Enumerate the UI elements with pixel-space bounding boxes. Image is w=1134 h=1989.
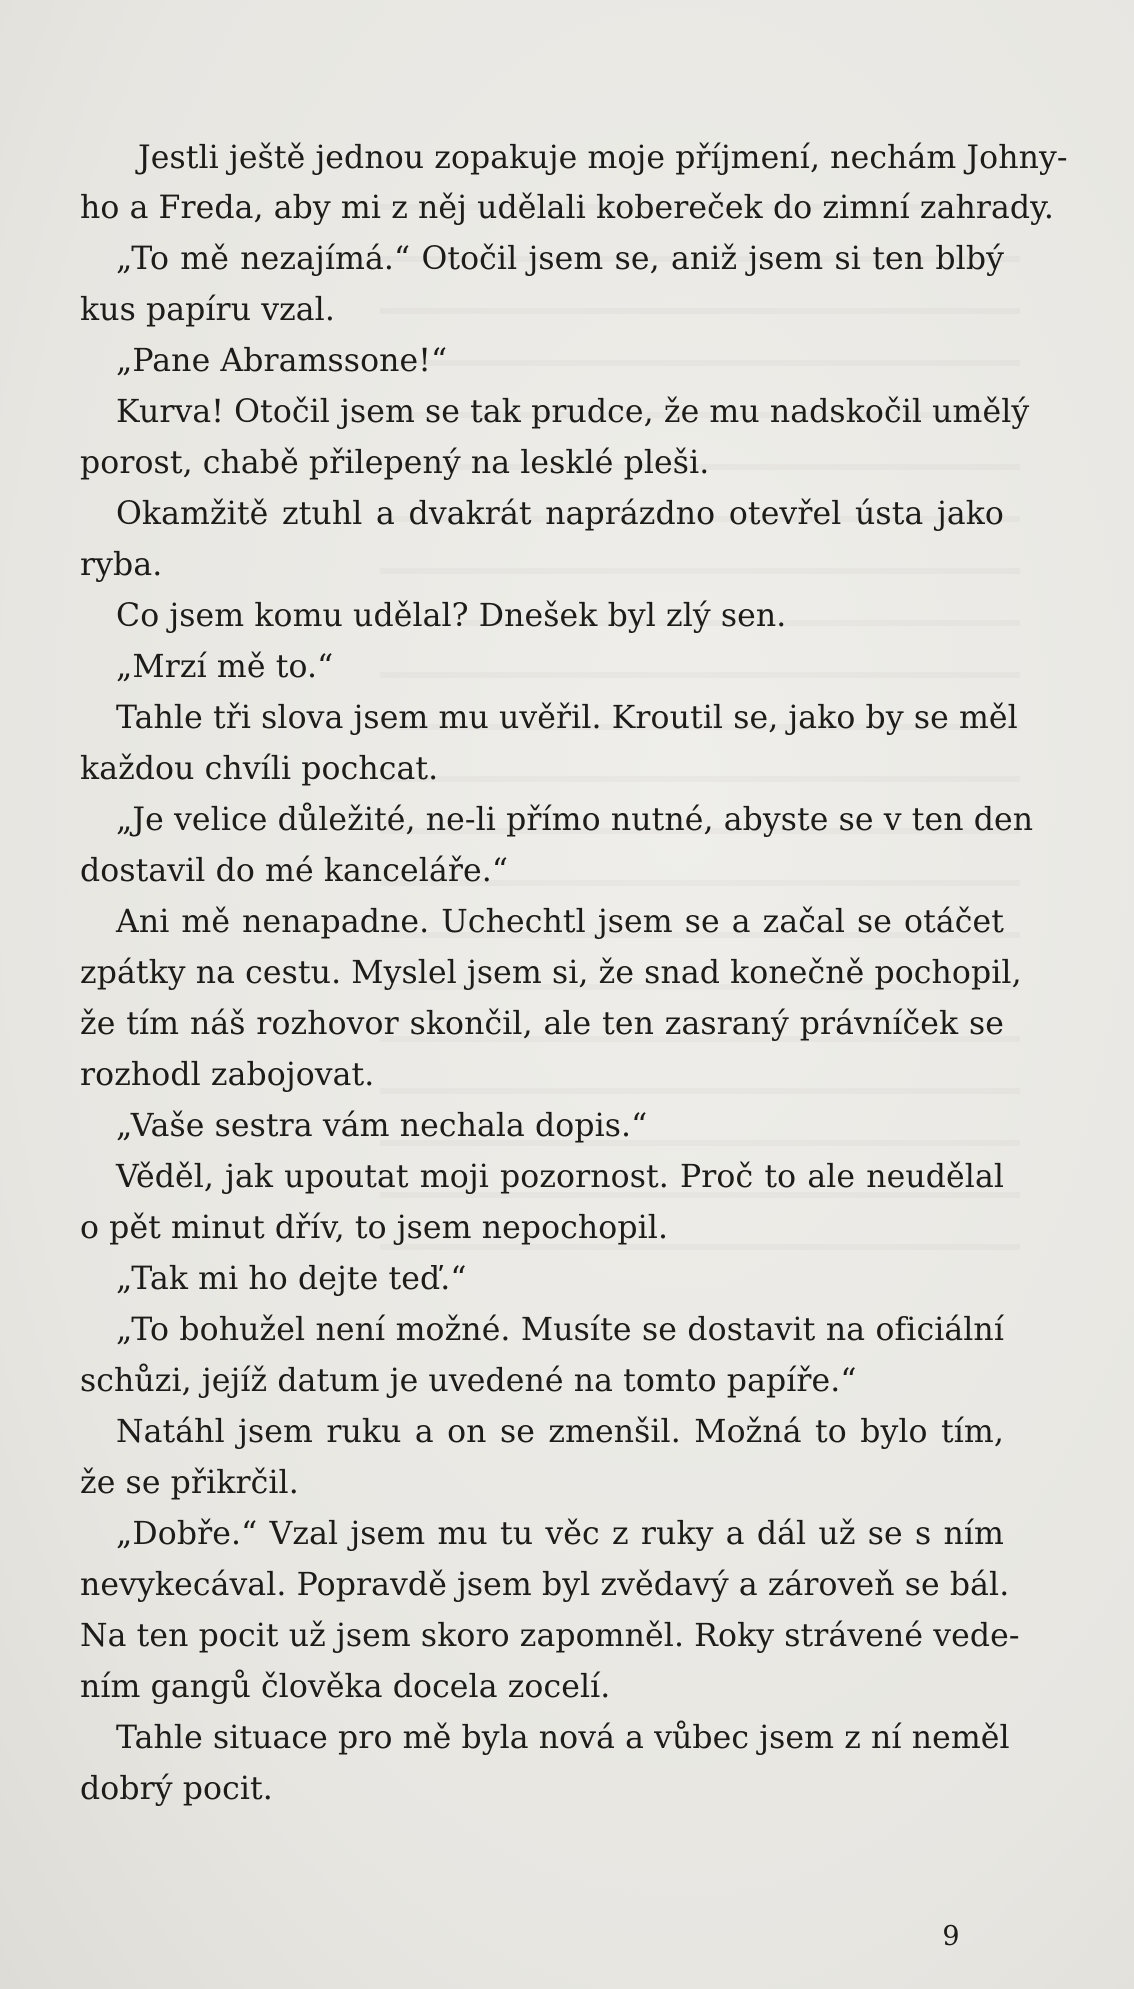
text-line: schůzi, jejíž datum je uvedené na tomto papíře.“ <box>80 1363 857 1399</box>
text-line: „Tak mi ho dejte teď.“ <box>116 1261 467 1297</box>
text-line: Ani mě nenapadne. Uchechtl jsem se a začal se otáčet <box>116 904 1004 940</box>
text-line: každou chvíli pochcat. <box>80 751 439 787</box>
text-line: Jestli ještě jednou zopakuje moje příjmení, nechám Johny- <box>138 140 1068 176</box>
text-line: „Pane Abramssone!“ <box>116 343 448 379</box>
text-line: Věděl, jak upoutat moji pozornost. Proč to ale neudělal <box>116 1159 1004 1195</box>
text-line: ryba. <box>80 547 163 583</box>
text-line: „To mě nezajímá.“ Otočil jsem se, aniž jsem si ten blbý <box>116 241 1004 277</box>
text-line: „Vaše sestra vám nechala dopis.“ <box>116 1108 648 1144</box>
text-line: Na ten pocit už jsem skoro zapomněl. Roky strávené vede- <box>80 1618 1020 1654</box>
text-line: o pět minut dřív, to jsem nepochopil. <box>80 1210 669 1246</box>
text-line: rozhodl zabojovat. <box>80 1057 375 1093</box>
text-line: „Je velice důležité, ne-li přímo nutné, abyste se v ten den <box>116 802 1034 838</box>
text-line: dobrý pocit. <box>80 1771 273 1807</box>
text-line: nevykecával. Popravdě jsem byl zvědavý a zároveň se bál. <box>80 1567 1010 1603</box>
text-line: že se přikrčil. <box>80 1465 299 1501</box>
text-line: kus papíru vzal. <box>80 292 335 328</box>
page-number: 9 <box>942 1921 960 1952</box>
text-line: ním gangů člověka docela zocelí. <box>80 1669 611 1705</box>
text-line: Natáhl jsem ruku a on se zmenšil. Možná to bylo tím, <box>116 1414 1004 1450</box>
text-line: Co jsem komu udělal? Dnešek byl zlý sen. <box>116 598 787 634</box>
text-line: dostavil do mé kanceláře.“ <box>80 853 509 889</box>
text-line: „Dobře.“ Vzal jsem mu tu věc z ruky a dál už se s ním <box>116 1516 1004 1552</box>
text-line: ho a Freda, aby mi z něj udělali kobereček do zimní zahrady. <box>80 190 1055 226</box>
text-line: že tím náš rozhovor skončil, ale ten zasraný právníček se <box>80 1006 1004 1042</box>
text-line: Tahle situace pro mě byla nová a vůbec jsem z ní neměl <box>116 1720 1010 1756</box>
text-line: „To bohužel není možné. Musíte se dostavit na oficiální <box>116 1312 1004 1348</box>
text-line: Tahle tři slova jsem mu uvěřil. Kroutil se, jako by se měl <box>116 700 1018 736</box>
text-line: Kurva! Otočil jsem se tak prudce, že mu nadskočil umělý <box>116 394 1030 430</box>
text-line: porost, chabě přilepený na lesklé pleši. <box>80 445 710 481</box>
text-line: Okamžitě ztuhl a dvakrát naprázdno otevřel ústa jako <box>116 496 1004 532</box>
text-line: zpátky na cestu. Myslel jsem si, že snad konečně pochopil, <box>80 955 1022 991</box>
text-line: „Mrzí mě to.“ <box>116 649 334 685</box>
